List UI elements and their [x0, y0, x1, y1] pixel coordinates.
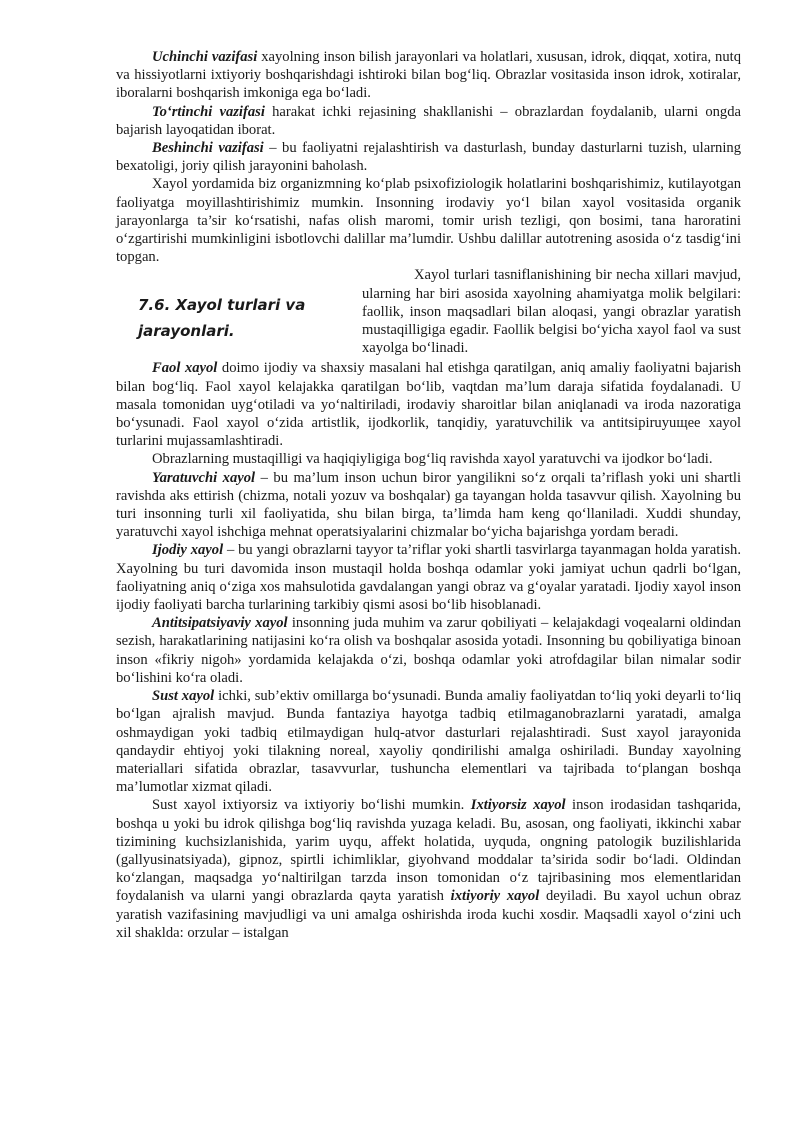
term-anticipatory-imagination: Antitsipatsiyaviy xayol	[152, 615, 288, 632]
term-third-function: Uchinchi vazifasi	[152, 49, 258, 65]
paragraph-text: – bu yangi obrazlarni tayyor ta’riflar yoki shartli tasvirlarga tayanmagan holda yaratish. Xayolning bu turi davomida inson mustaqil holda boshqa odamlar yoki jamiyat uchun qadrli bo‘lgan, faoliyatning aniq o‘ziga xos mahsulotida gavdalangan yangi obraz va g‘oyalar yaratadi. Ijodiy xayol inson ijodiy faoliyati barcha turlarining tarkibiy qismi asosi bo‘lib hisoblanadi.	[116, 542, 741, 614]
paragraph-original-imagination	[116, 541, 741, 614]
paragraph-passive-imagination	[116, 687, 741, 796]
term-involuntary-imagination: Ixtiyorsiz xayol	[470, 797, 566, 814]
paragraph-involuntary-imagination	[116, 796, 741, 942]
section-heading-line-1: 7.6. Xayol turlari va	[138, 296, 306, 315]
section-intro-block	[116, 266, 741, 359]
document-body	[116, 48, 741, 942]
paragraph-third-function	[116, 48, 741, 103]
paragraph-text: inson irodasidan tashqarida, boshqa u yoki bu idrok qilishga bog‘liq ravishda yuzaga keladi. Bu, asosan, ong faoliyati, ikkinchi xabar tizimining kuchsizlanishida, yarim uyqu, affekt holatida, uyquda, ongning patologik buzilishlarida (gallyusinatsiyada), gipnoz, spirtli ichimliklar, giyohvand moddalar ta’sirida sodir bo‘ladi. Oldindan ko‘zlangan, maqsadga yo‘naltirilgan tarzda inson tomonidan o‘z tajribasining mos elementlaridan foydalanish va ularni yangi obrazlarda qayta yaratish	[116, 797, 741, 905]
paragraph-classification	[362, 266, 741, 357]
paragraph-text: harakat ichki rejasining shakllanishi – obrazlardan foydalanib, ularni ongda bajarish layoqatidan iborat.	[116, 103, 741, 138]
paragraph-text: deyiladi. Bu xayol uchun obraz yaratish vazifasining mavjudligi va uni amalga oshirishda iroda kuchi xosdir. Maqsadli xayol o‘zini uch xil shaklda: orzular – istalgan	[116, 888, 741, 941]
term-original-imagination: Ijodiy xayol	[152, 542, 224, 559]
paragraph-text: Obrazlarning mustaqilligi va haqiqiyligiga bog‘liq ravishda xayol yaratuvchi va ijodkor bo‘ladi.	[152, 451, 713, 468]
paragraph-text: doimo ijodiy va shaxsiy masalani hal etishga qaratilgan, aniq amaliy faoliyatni bajarish bilan bog‘liq. Faol xayol kelajakka qaratilgan bo‘lib, vaqtdan ma’lum daraja sifatida foydalanadi. U masala tomonidan uyg‘otiladi va yo‘naltiriladi, irodaviy sharoitlar bilan aniqlanadi va iroda nazoratiga bo‘ysunadi. Faol xayol o‘zida artistlik, ijodkorlik, tanqidiy, yaratuvchilik va antitsipiruyuщee xayol turlarini mujassamlashtiradi.	[116, 360, 741, 450]
paragraph-text: – bu faoliyatni rejalashtirish va dasturlash, bunday dasturlarni tuzish, ularning bexatoligi, joriy qilish jarayonini baholash.	[116, 140, 741, 175]
paragraph-text: Sust xayol ixtiyorsiz va ixtiyoriy bo‘lishi mumkin.	[152, 797, 471, 814]
paragraph-independence	[116, 450, 741, 468]
paragraph-text: xayolning inson bilish jarayonlari va holatlari, xususan, idrok, diqqat, xotira, nutq va hissiyotlarni ixtiyoriy boshqarishdagi ishtiroki bilan bog‘liq. Obrazlar vositasida inson idrok, xotiralar, iboralarni boshqarish imkoniga ega bo‘ladi.	[116, 49, 742, 102]
paragraph-creative-imagination	[116, 469, 741, 542]
paragraph-active-imagination	[116, 359, 741, 450]
term-voluntary-imagination: ixtiyoriy xayol	[450, 888, 540, 905]
section-intro-text	[362, 266, 741, 357]
paragraph-text: – bu ma’lum inson uchun biror yangilikni so‘z orqali ta’riflash yoki uni shartli ravishda aks ettirish (chizma, notali yozuv va boshqalar) ga tayangan holda tasavvur qilish. Xayolning bu turi insonning turli xil faoliyatida, shu bilan birga, ta’limda ham keng qo‘llaniladi. Xuddi shunday, yaratuvchi xayol ishchiga mehnat operatsiyalarini chizmalar bo‘yicha bajarishga yordam beradi.	[116, 469, 742, 541]
paragraph-text: insonning juda muhim va zarur qobiliyati – kelajakdagi voqealarni oldindan sezish, harakatlarining natijasini ko‘ra olish va boshqalar asosida yotadi. Insonning bu qobiliyatiga binoan inson «fikriy nigoh» yordamida kelajakda o‘zi, boshqa odamlar yoki atrofdagilar bilan nimalar sodir bo‘lishini ko‘ra oladi.	[116, 615, 741, 686]
term-active-imagination: Faol xayol	[152, 360, 218, 377]
section-heading	[138, 292, 348, 344]
paragraph-anticipatory-imagination	[116, 614, 741, 687]
paragraph-text: Xayol yordamida biz organizmning ko‘plab psixofiziologik holatlarini boshqarishimiz, kutilayotgan faoliyatga moyillashtirishimiz mumkin. Insonning irodaviy yo‘l bilan xayol vositasida organik jarayonlarga ta’sir ko‘rsatishi, nafas olish maromi, tomir urish tezligi, qon bosimi, tana haroratini o‘zgartirishi mumkinligini isbotlovchi dalillar ma’lumdir. Ushbu dalillar autotrening asosida o‘z tasdig‘ini topgan.	[116, 176, 741, 266]
term-passive-imagination: Sust xayol	[152, 688, 215, 705]
paragraph-text: ichki, sub’ektiv omillarga bo‘ysunadi. Bunda amaliy faoliyatdan to‘liq yoki deyarli to‘liq bo‘lgan ajralish mavjud. Bunda fantaziya hayotga tadbiq etilmaganobrazlarni yaratadi, amalga oshmaydigan yoki tadbiq etilmaydigan hulq-atvor dasturlari rejalashtiradi. Sust xayol jarayonida qandaydir ehtiyoj yoki tilakning noreal, xayoliy qondirilishi amalga oshiriladi. Bunday xayolning materiallari sifatida obrazlar, tasavvurlar, tushuncha elementlari va tajribada to‘plangan boshqa ma’lumotlar xizmat qiladi.	[116, 688, 741, 796]
term-fifth-function: Beshinchi vazifasi	[152, 140, 264, 157]
term-fourth-function: To‘rtinchi vazifasi	[152, 103, 265, 120]
paragraph-fourth-function	[116, 103, 741, 139]
paragraph-text: Xayol turlari tasniflanishining bir necha xillari mavjud, ularning har biri asosida xayolning ahamiyatga molik belgilari: faollik, inson maqsadlari bilan aloqasi, yangi obrazlar yaratish mustaqilligiga egadir. Faollik belgisi bo‘yicha xayol faol va sust xayolga bo‘linadi.	[362, 267, 741, 357]
term-creative-imagination: Yaratuvchi xayol	[152, 469, 256, 486]
paragraph-psychophysiology	[116, 175, 741, 266]
section-heading-line-2: jarayonlari.	[138, 322, 235, 341]
paragraph-fifth-function	[116, 139, 741, 175]
